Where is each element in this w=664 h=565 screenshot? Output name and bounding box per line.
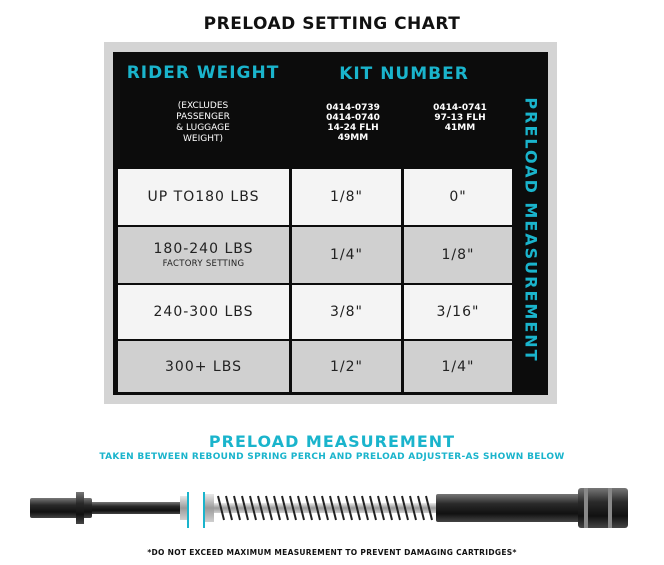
table-cell-kit-a: 1/2" — [292, 341, 401, 392]
chart-title: PRELOAD SETTING CHART — [203, 14, 461, 34]
table-cell-weight: UP TO180 LBS — [118, 169, 289, 225]
fork-cartridge-illustration — [0, 468, 664, 548]
table-cell-kit-b: 1/8" — [404, 227, 512, 283]
preload-measurement-side-label: PRELOAD MEASUREMENT — [521, 97, 541, 363]
kit-b-header: 0414-0741 97-13 FLH 41MM — [433, 103, 487, 133]
kit-number-header: KIT NUMBER — [339, 64, 469, 84]
table-cell-weight: 180-240 LBS FACTORY SETTING — [118, 227, 289, 283]
table-cell-kit-a: 3/8" — [292, 285, 401, 339]
warning-note: *DO NOT EXCEED MAXIMUM MEASUREMENT TO PREVENT DAMAGING CARTRIDGES* — [147, 548, 517, 557]
measurement-subtitle: TAKEN BETWEEN REBOUND SPRING PERCH AND PRELOAD ADJUSTER-AS SHOWN BELOW — [99, 452, 565, 462]
rider-weight-note: (EXCLUDES PASSENGER & LUGGAGE WEIGHT) — [176, 101, 230, 144]
rider-weight-header: RIDER WEIGHT — [126, 63, 280, 83]
table-cell-weight: 300+ LBS — [118, 341, 289, 392]
kit-a-header: 0414-0739 0414-0740 14-24 FLH 49MM — [326, 103, 380, 143]
measurement-title: PRELOAD MEASUREMENT — [208, 432, 456, 451]
table-cell-weight: 240-300 LBS — [118, 285, 289, 339]
table-cell-kit-a: 1/8" — [292, 169, 401, 225]
table-cell-kit-a: 1/4" — [292, 227, 401, 283]
table-cell-kit-b: 0" — [404, 169, 512, 225]
table-cell-kit-b: 3/16" — [404, 285, 512, 339]
table-cell-kit-b: 1/4" — [404, 341, 512, 392]
